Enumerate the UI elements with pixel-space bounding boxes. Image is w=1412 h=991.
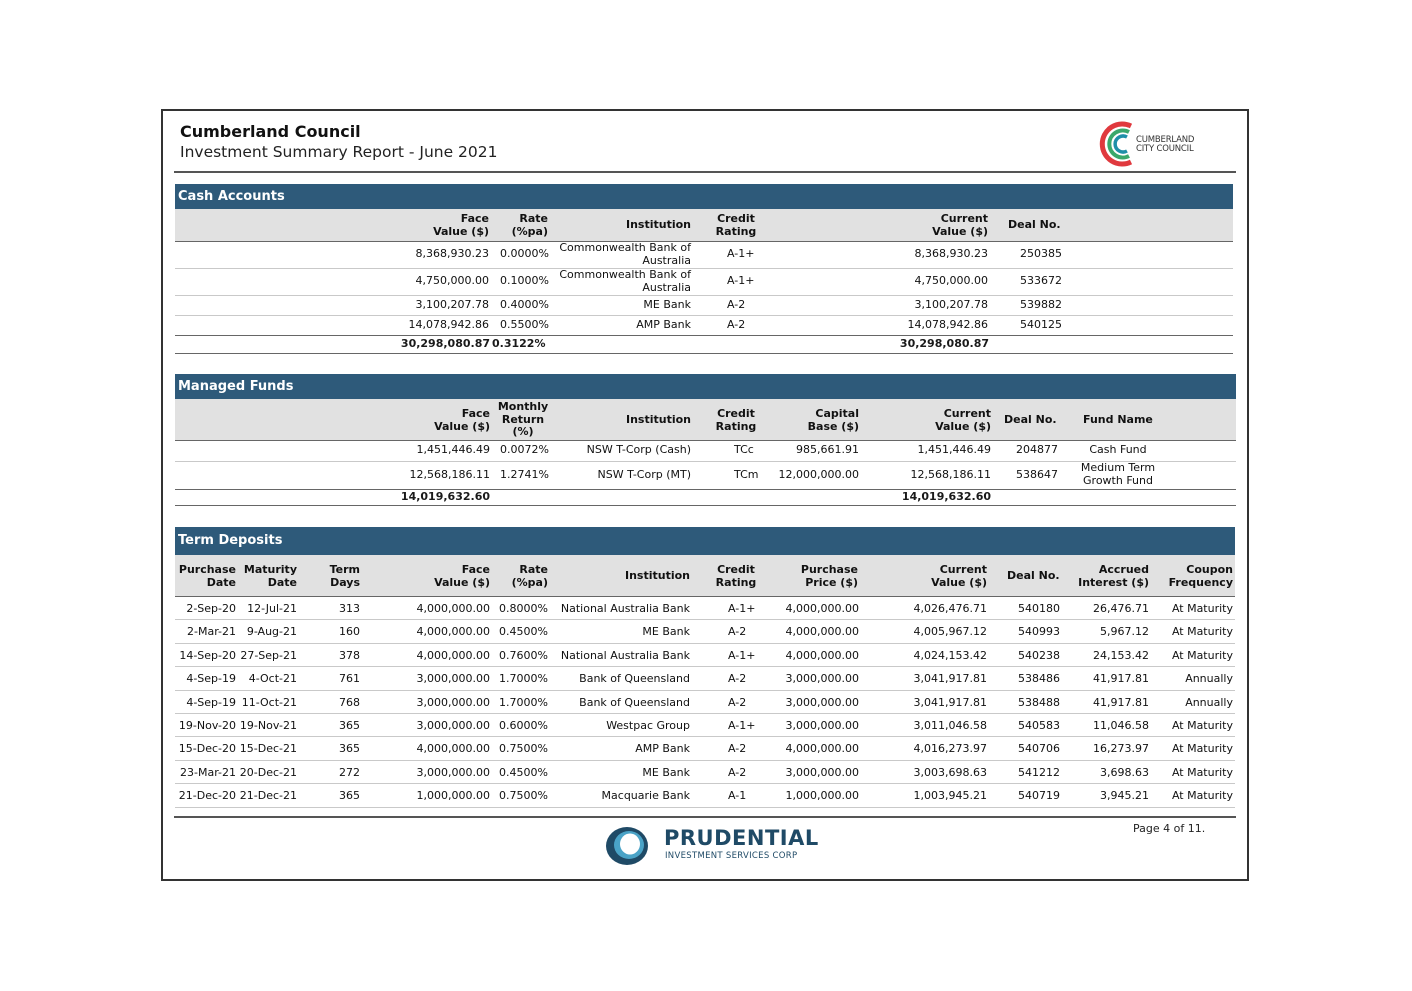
cell-current-value: 4,024,153.42 [913,648,987,662]
cell-capital-base: 985,661.91 [796,443,859,456]
cell-rate: 0.1000% [500,274,549,287]
cell-current-value: 4,016,273.97 [913,742,987,756]
cell-current-value: 3,003,698.63 [913,765,987,779]
header-divider [174,171,1236,173]
cell-rate: 0.4500% [499,765,548,779]
fund-name-line: Cash Fund [1089,443,1147,456]
cell-accrued-interest: 16,273.97 [1093,742,1149,756]
th-accrued-interest: Accrued Interest ($) [1078,563,1149,589]
cumberland-logo-text [1136,136,1194,154]
cell-current-value: 3,100,207.78 [914,298,988,311]
funds-total-face: 14,019,632.60 [400,490,490,503]
cell-deal-no: 540706 [1018,742,1060,756]
cell-purchase-price: 3,000,000.00 [785,765,859,779]
cell-face-value: 14,078,942.86 [408,318,489,331]
cell-accrued-interest: 5,967.12 [1100,625,1149,639]
cell-coupon-frequency: Annually [1185,695,1233,709]
cell-rate: 0.4000% [500,298,549,311]
table-row [175,461,1236,490]
th-face-value: Face Value ($) [434,407,490,433]
table-row [175,737,1235,760]
cell-deal-no: 538486 [1018,672,1060,686]
th-deal-no: Deal No. [1007,569,1060,582]
logo-text-line1: CUMBERLAND [1136,135,1195,145]
cell-credit-rating: A-2 [728,695,747,709]
cell-rate: 0.8000% [499,602,548,615]
report-org-title: Cumberland Council [180,122,361,141]
th-maturity-date: Maturity Date [243,563,297,589]
th-rate: Rate (%pa) [511,212,548,238]
funds-total-current: 14,019,632.60 [901,490,991,503]
cell-current-value: 14,078,942.86 [907,318,988,331]
cell-maturity-date: 4-Oct-21 [248,672,297,686]
cell-purchase-date: 15-Dec-20 [178,742,236,756]
institution-line: Commonwealth Bank of [559,268,691,281]
cell-rate: 0.7500% [499,789,548,803]
th-credit-rating: Credit Rating [715,407,757,433]
cash-total-face: 30,298,080.87 [400,337,490,350]
cell-face-value: 3,000,000.00 [416,765,490,779]
institution-line: AMP Bank [636,318,691,331]
cell-term-days: 365 [339,742,360,756]
cell-maturity-date: 9-Aug-21 [246,625,297,639]
cell-purchase-price: 3,000,000.00 [785,695,859,709]
th-face-value: Face Value ($) [433,212,489,238]
cell-purchase-price: 1,000,000.00 [785,789,859,803]
cell-purchase-price: 4,000,000.00 [785,602,859,615]
cash-total-current: 30,298,080.87 [899,337,989,350]
cell-institution: National Australia Bank [560,602,690,615]
cell-coupon-frequency: Annually [1185,672,1233,686]
cell-face-value: 3,000,000.00 [416,672,490,686]
th-rate: Rate (%pa) [511,563,548,589]
cell-purchase-date: 2-Mar-21 [187,625,236,639]
cell-face-value: 3,100,207.78 [415,298,489,311]
table-row [175,315,1233,336]
cell-accrued-interest: 26,476.71 [1093,602,1149,615]
th-deal-no: Deal No. [1004,413,1057,426]
cell-face-value: 4,000,000.00 [416,742,490,756]
th-current-value: Current Value ($) [932,212,988,238]
institution-line: Australia [642,280,691,294]
cell-face-value: 1,451,446.49 [416,443,490,456]
cell-rate: 0.6000% [499,719,548,732]
fund-name-line: Growth Fund [1083,473,1153,487]
cell-deal-no: 204877 [1016,443,1058,456]
cell-deal-no: 538647 [1016,468,1058,481]
cash-table-header [175,209,1233,242]
cell-institution: Bank of Queensland [579,695,690,709]
cell-institution [559,269,691,294]
cell-accrued-interest: 11,046.58 [1093,719,1149,732]
cell-term-days: 313 [339,602,360,615]
th-coupon-frequency: Coupon Frequency [1168,563,1233,589]
table-row [175,440,1236,462]
cell-accrued-interest: 3,698.63 [1100,765,1149,779]
cell-institution: Bank of Queensland [579,672,690,686]
th-institution: Institution [625,218,691,231]
cell-purchase-price: 4,000,000.00 [785,742,859,756]
cell-maturity-date: 27-Sep-21 [240,648,297,662]
cell-current-value: 3,011,046.58 [913,719,987,732]
fund-name-line: Medium Term [1080,461,1156,474]
cell-purchase-price: 3,000,000.00 [785,672,859,686]
cell-credit-rating: A-2 [727,298,746,311]
cell-term-days: 761 [339,672,360,686]
cell-maturity-date: 11-Oct-21 [241,695,297,709]
th-purchase-date: Purchase Date [178,563,236,589]
cell-coupon-frequency: At Maturity [1171,625,1233,639]
table-row [175,241,1233,269]
cell-accrued-interest: 41,917.81 [1093,672,1149,686]
cell-institution: NSW T-Corp (Cash) [586,443,691,456]
table-row [175,714,1235,737]
cell-credit-rating: A-2 [728,672,747,686]
cell-credit-rating: A-2 [728,765,747,779]
cell-current-value: 3,041,917.81 [913,695,987,709]
cell-current-value: 4,005,967.12 [913,625,987,639]
cell-term-days: 272 [339,765,360,779]
cell-current-value: 3,041,917.81 [913,672,987,686]
table-row [175,761,1235,784]
th-institution: Institution [624,569,690,582]
cell-maturity-date: 12-Jul-21 [247,602,297,615]
cell-institution: NSW T-Corp (MT) [597,468,691,481]
cell-deal-no: 540238 [1018,648,1060,662]
cell-coupon-frequency: At Maturity [1171,719,1233,732]
cell-institution: ME Bank [642,625,690,639]
cell-deal-no: 540583 [1018,719,1060,732]
cell-accrued-interest: 3,945.21 [1100,789,1149,803]
cell-credit-rating: A-2 [728,625,747,639]
cell-rate: 0.7600% [499,648,548,662]
cell-coupon-frequency: At Maturity [1171,742,1233,756]
institution-line: Australia [642,253,691,267]
cell-maturity-date: 19-Nov-21 [239,719,297,732]
cell-purchase-date: 21-Dec-20 [178,789,236,803]
report-subtitle: Investment Summary Report - June 2021 [180,143,498,161]
cell-term-days: 365 [339,719,360,732]
cell-institution: Westpac Group [606,719,690,732]
cell-current-value: 1,451,446.49 [917,443,991,456]
th-institution: Institution [625,413,691,426]
cash-total-rate: 0.3122% [492,337,546,350]
cell-face-value: 4,000,000.00 [416,648,490,662]
cell-credit-rating: A-1+ [727,247,755,260]
prudential-tagline: INVESTMENT SERVICES CORP [665,851,798,861]
cell-current-value: 12,568,186.11 [910,468,991,481]
table-row [175,667,1235,690]
cell-current-value: 1,003,945.21 [913,789,987,803]
cell-deal-no: 541212 [1018,765,1060,779]
cell-rate: 0.7500% [499,742,548,756]
institution-line: ME Bank [643,298,691,311]
cell-current-value: 4,750,000.00 [914,274,988,287]
prudential-brand-name: PRUDENTIAL [664,826,819,850]
cell-credit-rating: TCc [734,443,754,456]
cell-rate: 0.4500% [499,625,548,639]
cell-term-days: 378 [339,648,360,662]
cell-purchase-date: 4-Sep-19 [186,672,236,686]
table-row [175,784,1235,807]
cell-face-value: 4,000,000.00 [416,602,490,615]
cell-term-days: 365 [339,789,360,803]
footer-divider [174,816,1236,818]
cell-deal-no: 540993 [1018,625,1060,639]
cell-face-value: 3,000,000.00 [416,695,490,709]
cell-purchase-price: 4,000,000.00 [785,648,859,662]
th-purchase-price: Purchase Price ($) [800,563,858,589]
cell-rate: 1.7000% [499,695,548,709]
table-row [175,268,1233,296]
cell-face-value: 4,750,000.00 [415,274,489,287]
cell-face-value: 12,568,186.11 [409,468,490,481]
cell-fund-name [1070,462,1166,487]
cash-total-row [175,335,1233,354]
cell-institution [643,299,691,312]
cell-credit-rating: TCm [734,468,759,481]
cell-current-value: 4,026,476.71 [913,602,987,615]
cell-credit-rating: A-1+ [728,719,756,732]
cell-accrued-interest: 24,153.42 [1093,648,1149,662]
th-current-value: Current Value ($) [931,563,987,589]
cell-purchase-price: 3,000,000.00 [785,719,859,732]
cell-institution: AMP Bank [635,742,690,756]
cell-deal-no: 539882 [1020,298,1062,311]
funds-total-row [175,489,1236,506]
cell-fund-name [1070,444,1166,457]
table-row [175,295,1233,316]
cell-institution: Macquarie Bank [601,789,690,803]
cell-credit-rating: A-1+ [728,648,756,662]
cell-credit-rating: A-2 [728,742,747,756]
cell-purchase-date: 2-Sep-20 [186,602,236,615]
th-credit-rating: Credit Rating [715,563,757,589]
cell-deal-no: 540125 [1020,318,1062,331]
cell-face-value: 3,000,000.00 [416,719,490,732]
cell-rate: 1.7000% [499,672,548,686]
cell-maturity-date: 15-Dec-21 [239,742,297,756]
cell-purchase-date: 4-Sep-19 [186,695,236,709]
prudential-logo-icon [604,825,650,867]
table-row [175,691,1235,714]
cell-credit-rating: A-1+ [727,274,755,287]
table-row [175,620,1235,643]
th-current-value: Current Value ($) [935,407,991,433]
th-fund-name: Fund Name [1083,413,1153,426]
cell-coupon-frequency: At Maturity [1171,789,1233,803]
cell-deal-no: 540719 [1018,789,1060,803]
cell-face-value: 4,000,000.00 [416,625,490,639]
cell-deal-no: 533672 [1020,274,1062,287]
cell-accrued-interest: 41,917.81 [1093,695,1149,709]
cell-maturity-date: 20-Dec-21 [239,765,297,779]
cell-purchase-date: 14-Sep-20 [179,648,236,662]
section-term-deposits: Term Deposits [175,527,1235,555]
cell-credit-rating: A-1+ [728,602,756,615]
section-managed-funds: Managed Funds [175,374,1236,399]
cell-face-value: 1,000,000.00 [416,789,490,803]
table-row [175,644,1235,667]
cell-rate: 0.5500% [500,318,549,331]
cell-purchase-price: 4,000,000.00 [785,625,859,639]
institution-line: Commonwealth Bank of [559,241,691,254]
th-capital-base: Capital Base ($) [807,407,859,433]
cell-term-days: 160 [339,625,360,639]
cell-coupon-frequency: At Maturity [1171,602,1233,615]
cell-rate: 0.0000% [500,247,549,260]
cell-face-value: 8,368,930.23 [415,247,489,260]
cell-institution: National Australia Bank [560,648,690,662]
cell-institution [636,319,691,332]
cell-monthly-return: 0.0072% [500,443,549,456]
cell-current-value: 8,368,930.23 [914,247,988,260]
logo-text-line2: CITY COUNCIL [1136,144,1194,154]
cell-credit-rating: A-2 [727,318,746,331]
cell-institution [559,242,691,267]
th-face-value: Face Value ($) [434,563,490,589]
cell-purchase-date: 23-Mar-21 [180,765,236,779]
cell-capital-base: 12,000,000.00 [778,468,859,481]
cell-term-days: 768 [339,695,360,709]
cell-maturity-date: 21-Dec-21 [239,789,297,803]
th-term-days: Term Days [329,563,360,589]
th-credit-rating: Credit Rating [715,212,757,238]
cell-deal-no: 538488 [1018,695,1060,709]
funds-table-header [175,399,1236,441]
cell-purchase-date: 19-Nov-20 [178,719,236,732]
td-table-header [175,555,1235,597]
cell-coupon-frequency: At Maturity [1171,765,1233,779]
page-number: Page 4 of 11. [1133,822,1206,835]
cell-institution: ME Bank [642,765,690,779]
section-cash-accounts: Cash Accounts [175,184,1233,209]
table-row [175,597,1235,620]
cell-credit-rating: A-1 [728,789,747,803]
th-deal-no: Deal No. [1008,218,1061,231]
cell-deal-no: 540180 [1018,602,1060,615]
cell-coupon-frequency: At Maturity [1171,648,1233,662]
cell-deal-no: 250385 [1020,247,1062,260]
cell-monthly-return: 1.2741% [500,468,549,481]
th-monthly-return: Monthly Return (%) [497,400,549,438]
